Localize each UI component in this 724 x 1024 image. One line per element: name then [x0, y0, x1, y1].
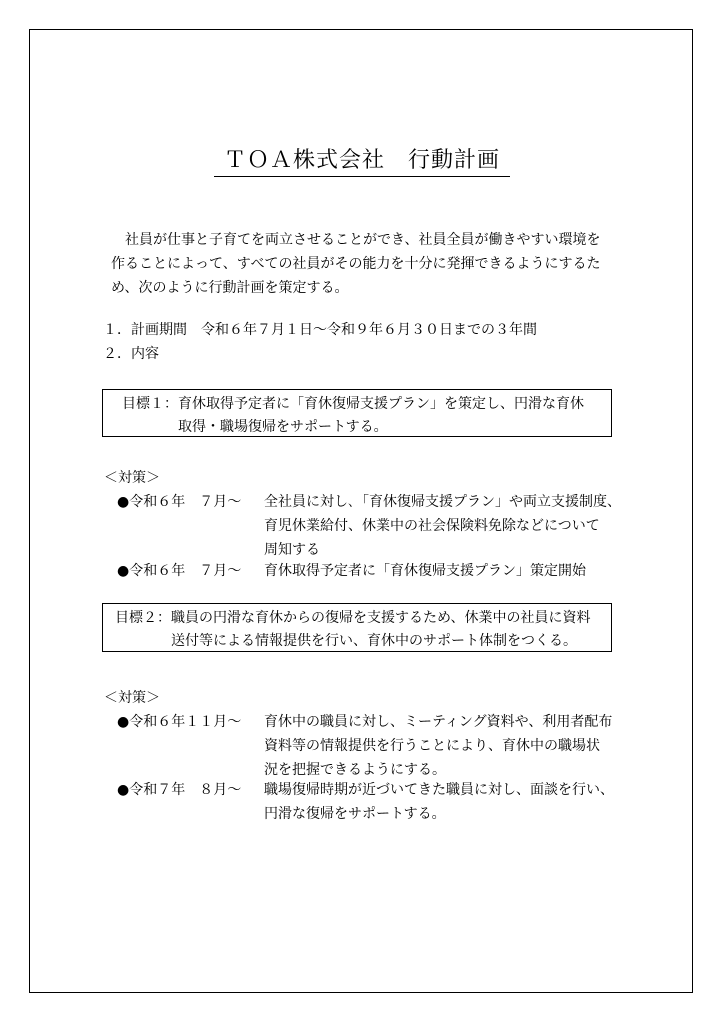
contents-heading: ２．内容 [103, 346, 159, 362]
measure-description [264, 559, 586, 583]
goal-2-line: 送付等による情報提供を行い、育休中のサポート体制をつくる。 [115, 633, 577, 649]
measure-date: ●令和６年 ７月～ [117, 563, 242, 579]
measure-line: 育休取得予定者に「育休復帰支援プラン」策定開始 [264, 563, 586, 579]
goal-2-box [102, 603, 612, 652]
measure-description [264, 490, 621, 562]
measure-line: 資料等の情報提供を行うことにより、育休中の職場状 [264, 738, 600, 754]
measure-date: ●令和６年１１月～ [117, 714, 242, 730]
intro-line: 社員が仕事と子育てを両立させることができ、社員全員が働きやすい環境を [111, 232, 601, 248]
measure-line: 全社員に対し､「育休復帰支援プラン」や両立支援制度、 [264, 494, 621, 510]
measure-line: 周知する [264, 542, 320, 558]
measure-line: 況を把握できるようにする。 [264, 762, 446, 778]
measure-line: 職場復帰時期が近づいてきた職員に対し、面談を行い、 [264, 782, 614, 798]
measures-heading-2: ＜対策＞ [104, 690, 160, 706]
measure-description [264, 778, 614, 826]
intro-paragraph [111, 228, 631, 300]
measure-date: ●令和７年 ８月～ [117, 782, 242, 798]
measures-heading-1: ＜対策＞ [104, 470, 160, 486]
goal-1-line: 取得・職場復帰をサポートする。 [122, 419, 388, 435]
measure-date: ●令和６年 ７月～ [117, 494, 242, 510]
document-title: ＴＯＡ株式会社 行動計画 [214, 146, 510, 177]
goal-1-line: 目標１：育休取得予定者に「育休復帰支援プラン」を策定し、円滑な育休 [122, 396, 584, 412]
document-title-container [0, 144, 724, 178]
intro-line: 作ることによって、すべての社員がその能力を十分に発揮できるようにするた [111, 256, 601, 272]
goal-1-box [102, 389, 612, 437]
intro-line: め、次のように行動計画を策定する。 [111, 280, 349, 296]
measure-description [264, 710, 612, 782]
plan-period: １．計画期間 令和６年７月１日～令和９年６月３０日までの３年間 [103, 322, 537, 338]
measure-line: 育休中の職員に対し、ミーティング資料や、利用者配布 [264, 714, 613, 730]
goal-2-line: 目標２：職員の円滑な育休からの復帰を支援するため、休業中の社員に資料 [115, 610, 591, 626]
measure-line: 円滑な復帰をサポートする。 [264, 806, 446, 822]
measure-line: 育児休業給付、休業中の社会保険料免除などについて [264, 518, 600, 534]
